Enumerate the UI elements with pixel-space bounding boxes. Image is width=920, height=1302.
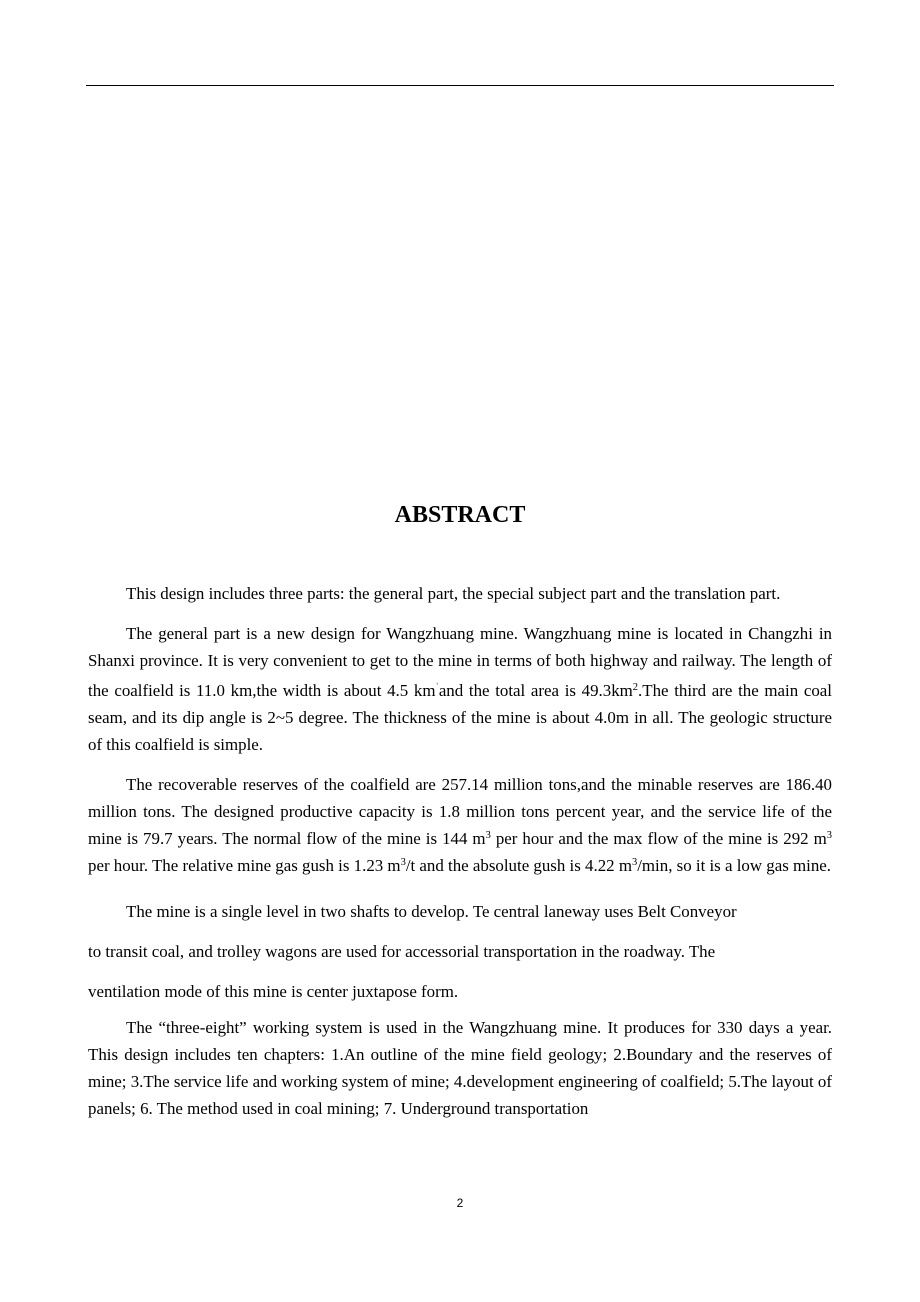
superscript-3: 3 xyxy=(485,830,491,841)
paragraph-2-text-a: The general part is a new design for Wangzhuang mine. Wangzhuang mine is located in Changzhi in Shanxi province. It is very convenient to get to the mine in terms of both highway and railway. The length of the coalfield is 11.0 km,the width is about 4.5 km xyxy=(88,624,832,700)
superscript-3: 3 xyxy=(826,830,832,841)
superscript-3: 3 xyxy=(400,857,406,868)
superscript-3: 3 xyxy=(631,857,638,868)
superscript-2: 2 xyxy=(632,682,639,693)
tick-mark: ˈ xyxy=(435,682,439,693)
paragraph-2-text-b: and the total area is 49.3km xyxy=(438,681,633,700)
paragraph-1: This design includes three parts: the general part, the special subject part and the translation part. xyxy=(126,584,781,603)
paragraph-3 xyxy=(88,771,832,879)
abstract-body xyxy=(88,580,832,1135)
header-rule xyxy=(86,85,834,86)
paragraph-4-line-2: to transit coal, and trolley wagons are used for accessorial transportation in the roadway. The xyxy=(88,942,716,961)
paragraph-3-text-e: /min, so it is a low gas mine. xyxy=(637,856,831,875)
page-title: ABSTRACT xyxy=(394,502,526,528)
paragraph-4-line-3: ventilation mode of this mine is center juxtapose form. xyxy=(88,982,459,1001)
page-number: 2 xyxy=(456,1196,464,1210)
paragraph-5: The “three-eight” working system is used in the Wangzhuang mine. It produces for 330 days a year. This design includes ten chapters: 1.An outline of the mine field geology; 2.Boundary and the reserves of mine; 3.The service life and working system of mine; 4.development engineering of coalfield; 5.The layout of panels; 6. The method used in coal mining; 7. Underground transportation xyxy=(88,1018,832,1118)
paragraph-2-text-c: .The third are the main coal seam, and its dip angle is 2~5 degree. The thickness of the mine is about 4.0m in all. The geologic structure of this coalfield is simple. xyxy=(88,681,833,754)
paragraph-2 xyxy=(88,620,832,758)
paragraph-4-line-1: The mine is a single level in two shafts to develop. Te central laneway uses Belt Conveyor xyxy=(126,902,737,921)
paragraph-3-text-a: The recoverable reserves of the coalfield are 257.14 million tons,and the minable reserves are 186.40 million tons. The designed productive capacity is 1.8 million tons percent year, and the service life of the mine is 79.7 years. The normal flow of the mine is 144 m xyxy=(88,775,832,848)
paragraph-3-text-d: /t and the absolute gush is 4.22 m xyxy=(405,856,632,875)
paragraph-3-text-c: per hour. The relative mine gas gush is 1.23 m xyxy=(88,856,401,875)
paragraph-3-text-b: per hour and the max flow of the mine is 292 m xyxy=(490,829,827,848)
paragraph-4 xyxy=(88,892,832,1012)
